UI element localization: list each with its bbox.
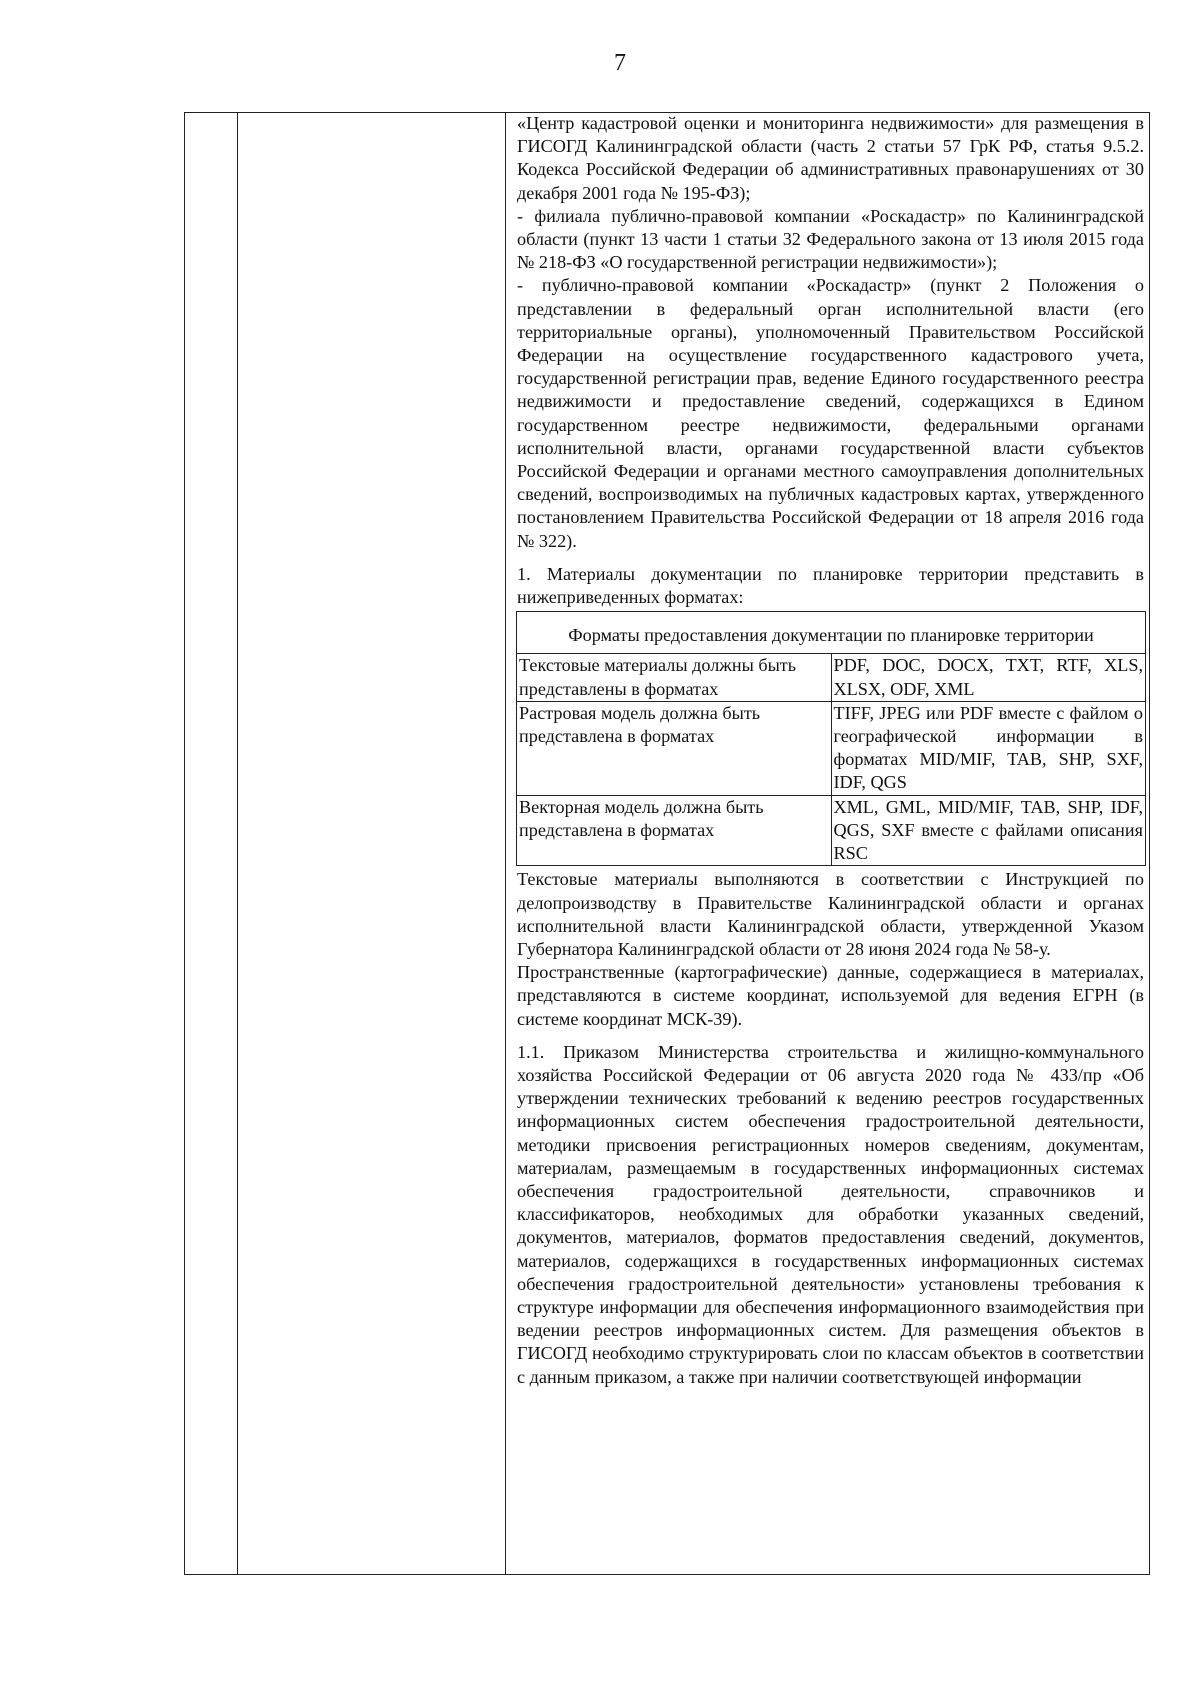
table-header-row (517, 612, 1146, 654)
table-row (517, 795, 1146, 866)
table-row (517, 701, 1146, 795)
paragraph: Текстовые материалы выполняются в соответствии с Инструкцией по делопроизводству в Правительстве Калининградской области и органах исполнительной власти Калининградской области, утвержденной Указом Губернатора Калининградской области от 28 июня 2024 года № 58-у. (517, 869, 1144, 959)
requirements-cell (517, 112, 1144, 1389)
formats-table-title: Форматы предоставления документации по планировке территории (517, 612, 1146, 654)
format-label: Текстовые материалы должны быть представлены в форматах (517, 654, 832, 701)
formats-intro: 1. Материалы документации по планировке территории представить в нижеприведенных форматах: (517, 563, 1144, 608)
paragraph: Пространственные (картографические) данные, содержащиеся в материалах, представляются в системе координат, используемой для ведения ЕГРН (в системе координат МСК-39). (517, 962, 1144, 1029)
page-number: 7 (614, 50, 626, 76)
table-row (517, 654, 1146, 701)
formats-table (516, 611, 1146, 866)
table-column-divider (505, 113, 506, 1574)
format-value: XML, GML, MID/MIF, TAB, SHP, IDF, QGS, SXF вместе с файлами описания RSC (831, 795, 1146, 866)
format-value: TIFF, JPEG или PDF вместе с файлом о географической информации в форматах MID/MIF, TAB, SHP, SXF, IDF, QGS (831, 701, 1146, 795)
format-label: Растровая модель должна быть представлена в форматах (517, 701, 832, 795)
paragraph: - филиала публично-правовой компании «Роскадастр» по Калининградской области (пункт 13 части 1 статьи 32 Федерального закона от 13 июля 2015 года № 218-ФЗ «О государственной регистрации недвижимости»); (517, 205, 1144, 273)
paragraph: «Центр кадастровой оценки и мониторинга недвижимости» для размещения в ГИСОГД Калининградской области (часть 2 статьи 57 ГрК РФ, статья 9.5.2. Кодекса Российской Федерации об административных правонарушениях от 30 декабря 2001 года № 195-ФЗ); (517, 113, 1144, 203)
section-1-1: 1.1. Приказом Министерства строительства и жилищно-коммунального хозяйства Российской Федерации от 06 августа 2020 года № 433/пр «Об утверждении технических требований к ведению реестров государственных информационных систем обеспечения градостроительной деятельности, методики присвоения регистрационных номеров сведениям, документам, материалам, размещаемым в государственных информационных системах обеспечения градостроительной деятельности, справочников и классификаторов, необходимых для обработки указанных сведений, документов, материалов, форматов предоставления сведений, документов, материалов, содержащихся в государственных информационных системах обеспечения градостроительной деятельности» установлены требования к структуре информации для обеспечения информационного взаимодействия при ведении реестров информационных систем. Для размещения объектов в ГИСОГД необходимо структурировать слои по классам объектов в соответствии с данным приказом, а также при наличии соответствующей информации (517, 1041, 1144, 1387)
table-column-divider (237, 113, 238, 1574)
paragraph: - публично-правовой компании «Роскадастр» (пункт 2 Положения о представлении в федеральный орган исполнительной власти (его территориальные органы), уполномоченный Правительством Российской Федерации на осуществление государственного кадастрового учета, государственной регистрации прав, ведение Единого государственного реестра недвижимости и предоставление сведений, содержащихся в Едином государственном реестре недвижимости, федеральными органами исполнительной власти, органами государственной власти субъектов Российской Федерации и органами местного самоуправления дополнительных сведений, воспроизводимых на публичных кадастровых картах, утвержденного постановлением Правительства Российской Федерации от 18 апреля 2016 года № 322). (517, 275, 1144, 551)
format-label: Векторная модель должна быть представлена в форматах (517, 795, 832, 866)
format-value: PDF, DOC, DOCX, TXT, RTF, XLS, XLSX, ODF, XML (831, 654, 1146, 701)
